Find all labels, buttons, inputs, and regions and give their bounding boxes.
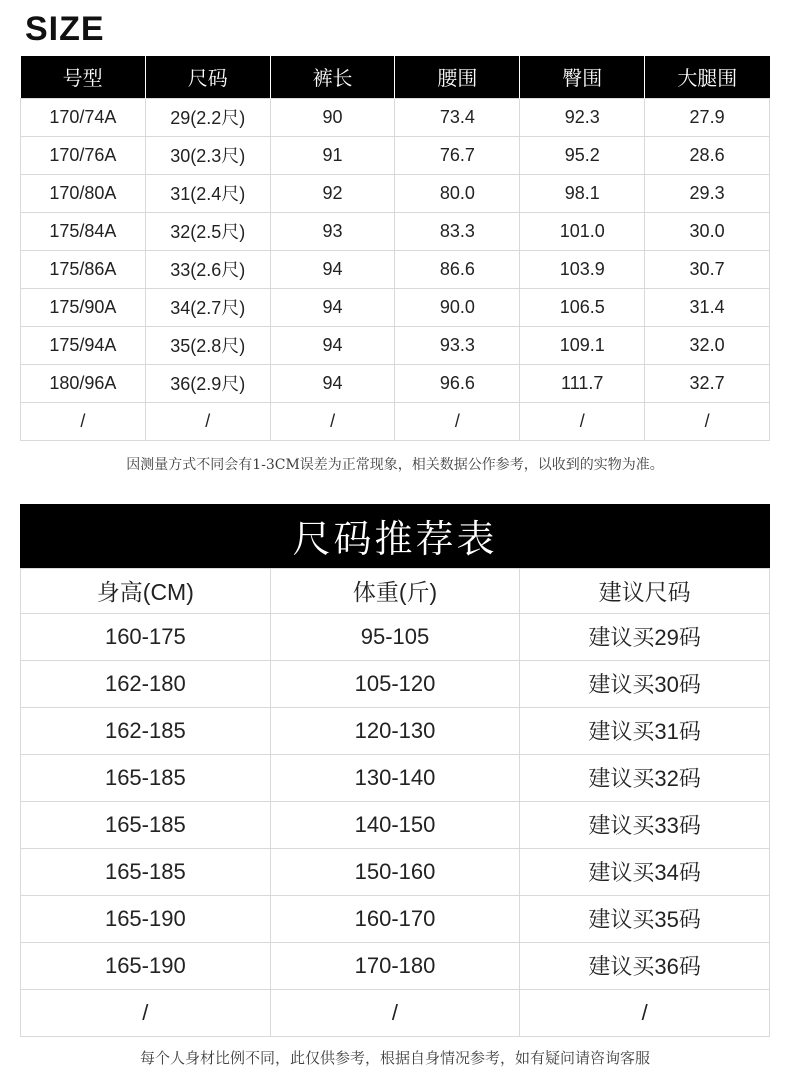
table-cell: 170/76A xyxy=(21,136,146,174)
table-cell: 建议买30码 xyxy=(520,660,770,707)
table-cell: 90.0 xyxy=(395,288,520,326)
table-cell: 32(2.5尺) xyxy=(145,212,270,250)
table-cell: 建议买32码 xyxy=(520,754,770,801)
table-cell: 33(2.6尺) xyxy=(145,250,270,288)
table-row xyxy=(21,364,770,402)
table-cell: 31.4 xyxy=(645,288,770,326)
size-table xyxy=(20,56,770,441)
size-table-body xyxy=(21,98,770,440)
table-cell: 150-160 xyxy=(270,848,520,895)
table-cell: 130-140 xyxy=(270,754,520,801)
table-cell: 31(2.4尺) xyxy=(145,174,270,212)
table-cell: 29(2.2尺) xyxy=(145,98,270,136)
table-cell: 94 xyxy=(270,326,395,364)
size-table-head xyxy=(21,56,770,98)
table-cell: 94 xyxy=(270,364,395,402)
table-cell: 98.1 xyxy=(520,174,645,212)
table-cell: 90 xyxy=(270,98,395,136)
table-row xyxy=(21,326,770,364)
table-cell: 28.6 xyxy=(645,136,770,174)
table-cell: 83.3 xyxy=(395,212,520,250)
table-cell: 165-190 xyxy=(21,895,271,942)
table-row xyxy=(21,136,770,174)
table-row xyxy=(21,288,770,326)
table-cell: 120-130 xyxy=(270,707,520,754)
table-row xyxy=(21,98,770,136)
table-cell: 165-190 xyxy=(21,942,271,989)
table-cell: 160-175 xyxy=(21,613,271,660)
table-cell: / xyxy=(270,402,395,440)
table-row xyxy=(21,801,770,848)
table-cell: 建议买34码 xyxy=(520,848,770,895)
table-cell: 175/86A xyxy=(21,250,146,288)
table-cell: 建议买36码 xyxy=(520,942,770,989)
table-cell: / xyxy=(520,402,645,440)
table-cell: 76.7 xyxy=(395,136,520,174)
header-cell: 号型 xyxy=(21,56,146,98)
table-cell: / xyxy=(520,989,770,1036)
table-cell: / xyxy=(270,989,520,1036)
header-cell: 建议尺码 xyxy=(520,568,770,613)
table-cell: 95.2 xyxy=(520,136,645,174)
table-row xyxy=(21,174,770,212)
table-cell: / xyxy=(395,402,520,440)
size-table-header-row xyxy=(21,56,770,98)
table-cell: 32.0 xyxy=(645,326,770,364)
table-cell: 165-185 xyxy=(21,754,271,801)
table-cell: 80.0 xyxy=(395,174,520,212)
table-cell: 105-120 xyxy=(270,660,520,707)
table-row xyxy=(21,212,770,250)
table-cell: 170/74A xyxy=(21,98,146,136)
table-cell: / xyxy=(645,402,770,440)
table-cell: 109.1 xyxy=(520,326,645,364)
table-cell: 93.3 xyxy=(395,326,520,364)
table-cell: 180/96A xyxy=(21,364,146,402)
table-cell: 165-185 xyxy=(21,848,271,895)
table-cell: 96.6 xyxy=(395,364,520,402)
table-cell: 建议买35码 xyxy=(520,895,770,942)
table-cell: 101.0 xyxy=(520,212,645,250)
page-title: SIZE xyxy=(25,10,105,48)
recommend-table-body xyxy=(21,613,770,1036)
table-row xyxy=(21,989,770,1036)
table-cell: 32.7 xyxy=(645,364,770,402)
table-row xyxy=(21,848,770,895)
size-chart-page xyxy=(0,10,790,1068)
table-cell: 175/90A xyxy=(21,288,146,326)
table-cell: 160-170 xyxy=(270,895,520,942)
table-cell: 35(2.8尺) xyxy=(145,326,270,364)
table-cell: 30(2.3尺) xyxy=(145,136,270,174)
table-cell: 建议买33码 xyxy=(520,801,770,848)
table-row xyxy=(21,250,770,288)
table-cell: 29.3 xyxy=(645,174,770,212)
table-cell: 建议买29码 xyxy=(520,613,770,660)
table-cell: 170/80A xyxy=(21,174,146,212)
recommend-table-note: 每个人身材比例不同，此仅供参考，根据自身情况参考，如有疑问请咨询客服 xyxy=(139,1048,650,1067)
table-row xyxy=(21,942,770,989)
table-cell: 36(2.9尺) xyxy=(145,364,270,402)
table-row xyxy=(21,895,770,942)
header-cell: 臀围 xyxy=(520,56,645,98)
table-cell: 103.9 xyxy=(520,250,645,288)
table-cell: 95-105 xyxy=(270,613,520,660)
header-cell: 体重(斤) xyxy=(270,568,520,613)
table-cell: 165-185 xyxy=(21,801,271,848)
table-row xyxy=(21,613,770,660)
table-cell: 86.6 xyxy=(395,250,520,288)
table-cell: 162-180 xyxy=(21,660,271,707)
recommend-table-banner xyxy=(20,504,770,568)
header-cell: 腰围 xyxy=(395,56,520,98)
table-cell: 175/84A xyxy=(21,212,146,250)
table-cell: 170-180 xyxy=(270,942,520,989)
table-cell: 162-185 xyxy=(21,707,271,754)
table-cell: 175/94A xyxy=(21,326,146,364)
recommend-table-title: 尺码推荐表 xyxy=(292,519,498,561)
header-cell: 尺码 xyxy=(145,56,270,98)
table-row xyxy=(21,707,770,754)
table-cell: 91 xyxy=(270,136,395,174)
table-cell: 73.4 xyxy=(395,98,520,136)
size-table-note: 因测量方式不同会有1-3CM误差为正常现象，相关数据公作参考，以收到的实物为准。 xyxy=(126,456,664,473)
recommend-table-head xyxy=(21,568,770,613)
recommend-table xyxy=(20,568,770,1037)
table-cell: 30.0 xyxy=(645,212,770,250)
header-cell: 身高(CM) xyxy=(21,568,271,613)
table-cell: 106.5 xyxy=(520,288,645,326)
recommend-table-header-row xyxy=(21,568,770,613)
table-row xyxy=(21,402,770,440)
table-row xyxy=(21,660,770,707)
table-cell: 93 xyxy=(270,212,395,250)
table-cell: / xyxy=(21,402,146,440)
table-cell: 94 xyxy=(270,288,395,326)
table-cell: 92 xyxy=(270,174,395,212)
table-cell: 27.9 xyxy=(645,98,770,136)
table-cell: 111.7 xyxy=(520,364,645,402)
table-cell: 34(2.7尺) xyxy=(145,288,270,326)
table-cell: 140-150 xyxy=(270,801,520,848)
header-cell: 大腿围 xyxy=(645,56,770,98)
table-cell: 92.3 xyxy=(520,98,645,136)
table-cell: 94 xyxy=(270,250,395,288)
table-row xyxy=(21,754,770,801)
table-cell: 建议买31码 xyxy=(520,707,770,754)
table-cell: / xyxy=(21,989,271,1036)
table-cell: 30.7 xyxy=(645,250,770,288)
table-cell: / xyxy=(145,402,270,440)
header-cell: 裤长 xyxy=(270,56,395,98)
